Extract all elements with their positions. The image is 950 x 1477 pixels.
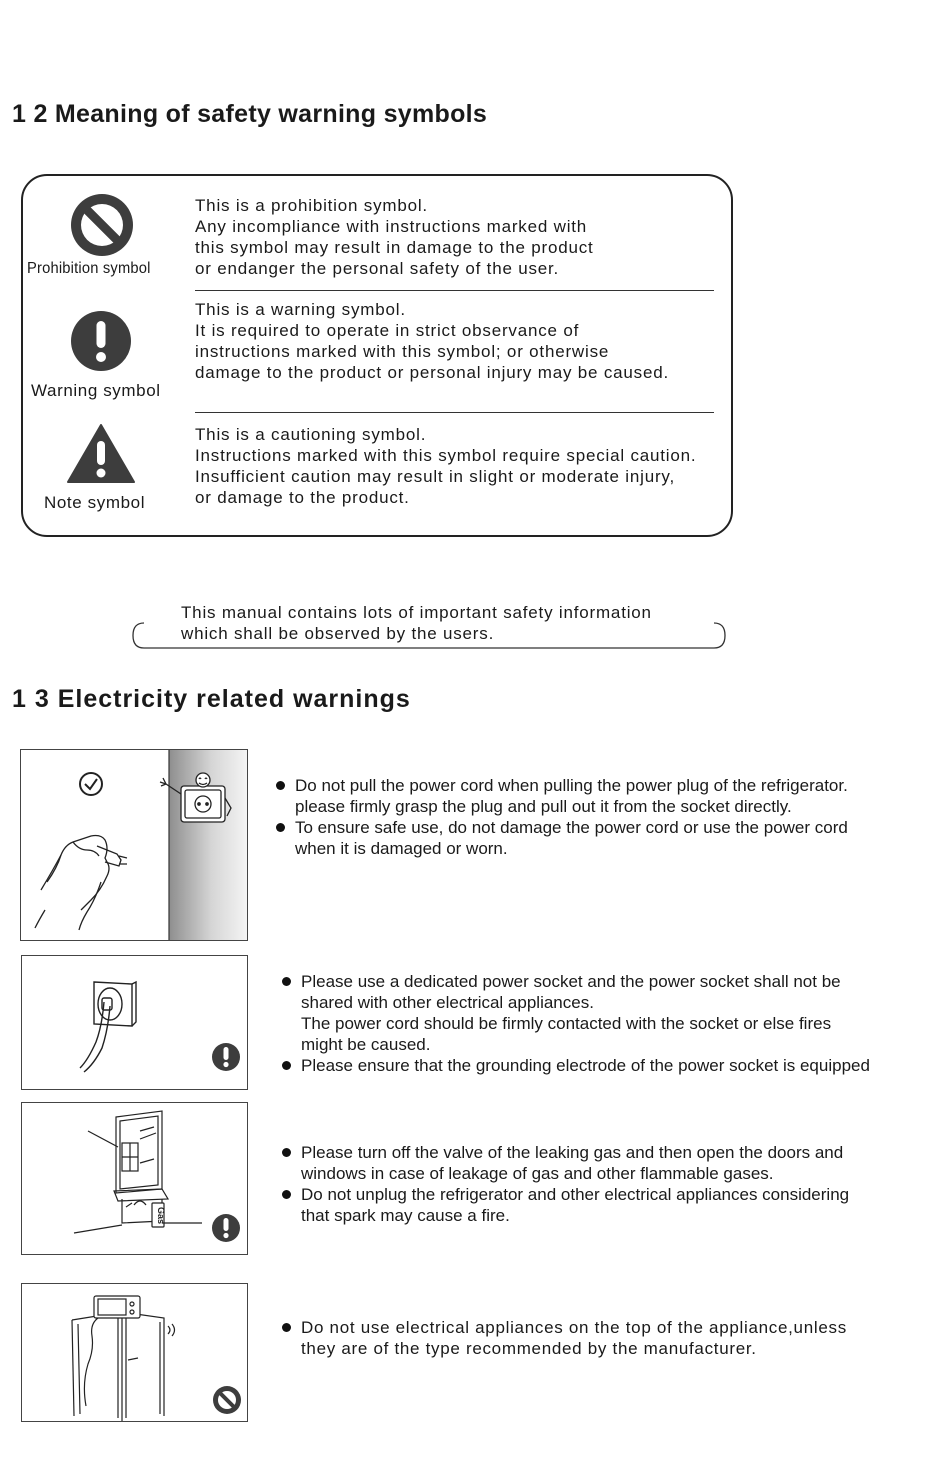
section-12-heading: 1 2 Meaning of safety warning symbols [12, 100, 488, 128]
prohibition-icon [70, 193, 134, 257]
prohibition-icon [213, 1386, 241, 1414]
bullet-item: To ensure safe use, do not damage the power cord or use the power cord when it is damaged or worn. [274, 817, 848, 859]
open-window-scene [74, 1111, 202, 1233]
caution-triangle-icon [66, 423, 136, 484]
description-line: Insufficient caution may result in slight or moderate injury, [195, 467, 675, 486]
hand-pulling-plug [35, 836, 127, 931]
gas-leak-illustration [21, 1102, 248, 1255]
description-line: damage to the product or personal injury may be caused. [195, 363, 669, 382]
bullet-item: Do not unplug the refrigerator and other electrical appliances considering that spark may cause a fire. [280, 1184, 849, 1226]
note-line: This manual contains lots of important safety information [181, 603, 652, 622]
warning-symbol-label: Warning symbol [31, 381, 161, 400]
caution-description [195, 424, 696, 508]
description-line: or endanger the personal safety of the user. [195, 259, 560, 278]
section-13-heading: 1 3 Electricity related warnings [12, 685, 411, 713]
warning-list-1 [274, 775, 848, 859]
description-line: Instructions marked with this symbol require special caution. [195, 446, 697, 465]
prohibition-description [195, 195, 594, 279]
warning-description [195, 299, 669, 383]
warning-icon [212, 1214, 240, 1242]
description-line: This is a cautioning symbol. [195, 425, 427, 444]
check-circle-icon [80, 773, 102, 795]
warning-list-3 [280, 1142, 849, 1226]
warning-icon [71, 311, 131, 371]
note-symbol-label: Note symbol [44, 493, 146, 512]
description-line: This is a prohibition symbol. [195, 196, 428, 215]
description-line: this symbol may result in damage to the product [195, 238, 594, 257]
warning-list-2 [280, 971, 870, 1076]
warning-list-4 [280, 1317, 847, 1359]
divider [195, 290, 714, 291]
bullet-item: Please use a dedicated power socket and the power socket shall not be shared with other electrical appliances. The power cord should be firmly contacted with the socket or else fires might be caused. [280, 971, 870, 1055]
refrigerator-with-microwave [72, 1296, 175, 1421]
bullet-item: Please ensure that the grounding electrode of the power socket is equipped [280, 1055, 870, 1076]
prohibition-symbol-label: Prohibition symbol [27, 260, 151, 277]
gas-cylinder-label: Gas [156, 1207, 166, 1225]
safety-info-note [181, 602, 652, 644]
description-line: It is required to operate in strict observance of [195, 321, 580, 340]
socket-illustration [21, 955, 248, 1090]
description-line: or damage to the product. [195, 488, 410, 507]
bullet-item: Do not use electrical appliances on the top of the appliance,unless they are of the type recommended by the manufacturer. [280, 1317, 847, 1359]
wall-socket [80, 982, 136, 1072]
bullet-item: Please turn off the valve of the leaking gas and then open the doors and windows in case of leakage of gas and other flammable gases. [280, 1142, 849, 1184]
warning-icon [212, 1043, 240, 1071]
description-line: instructions marked with this symbol; or otherwise [195, 342, 610, 361]
bullet-item: Do not pull the power cord when pulling the power plug of the refrigerator. please firmly grasp the plug and pull out it from the socket directly. [274, 775, 848, 817]
note-line: which shall be observed by the users. [181, 624, 495, 643]
description-line: Any incompliance with instructions marked with [195, 217, 588, 236]
description-line: This is a warning symbol. [195, 300, 406, 319]
divider [195, 412, 714, 413]
appliance-on-top-illustration [21, 1283, 248, 1422]
unplug-illustration [20, 749, 248, 941]
